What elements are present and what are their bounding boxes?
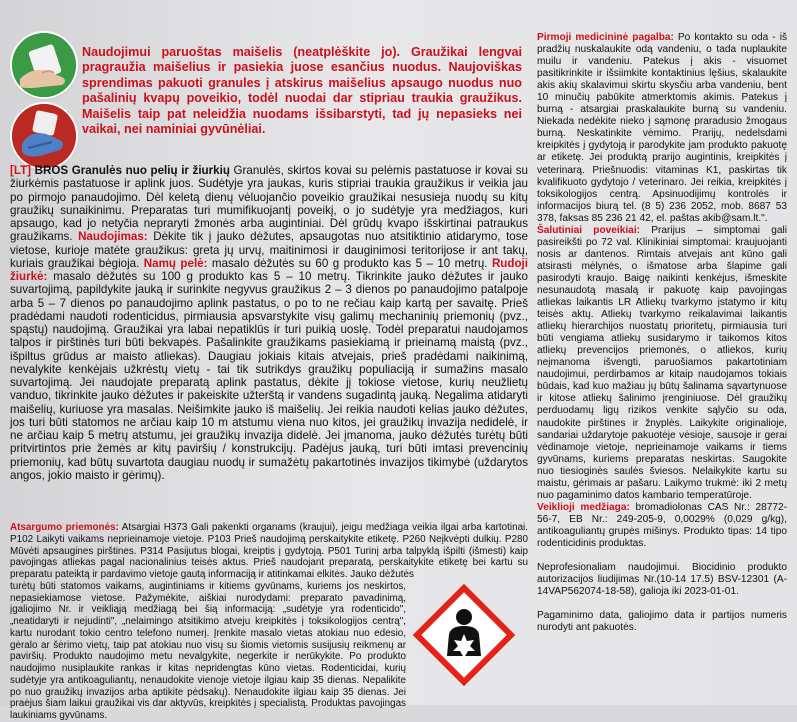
description-text-2: Dėkite tik į jauko dėžutes, apsaugotas nuo atsitiktinio atidarymo, tose vietose, kurioje matėte graužikus: greta jų urvų, maitinimosi ir dauginimosi teritorijose ir ant takų, kuriais graužikai bėgioja.	[10, 230, 529, 270]
side-effects-label: Šalutiniai poveikiai:	[537, 224, 640, 236]
main-description	[10, 164, 528, 482]
language-code: [LT]	[10, 164, 32, 177]
sachet-hand-icon	[12, 33, 76, 97]
description-text-3: masalo dėžutės su 60 g produkto kas 5 – 10 metrų.	[207, 256, 492, 270]
intro-paragraph: Naudojimui paruoštas maišelis (neatplėškite jo). Graužikai lengvai pragraužia maišelius ir pasiekia juose esančius nuodus. Naujoviškas sprendimas pakuoti granules į atskirus maišelius apsaugo nuodus nuo pašalinių kvapų poveikio, todėl nuodai dar stipriau traukia graužikus. Maišelis taip pat neleidžia nuodams išsibarstyti, tad jų nepasieks nei vaikai, nei naminiai gyvūnėliai.	[82, 45, 522, 137]
rat-label: Rudoji žiurkė:	[10, 256, 528, 283]
production-date-text: Pagaminimo data, galiojimo data ir partijos numeris nurodyti ant pakuotės.	[537, 610, 787, 634]
active-substance-text: bromadiolonas CAS Nr.: 28772-56-7, EB Nr.: 249-205-9, 0,0029% (0,029 g/kg), antikoaguliantų grupės mišinys. Produkto tipas: 14 tipo rodenticidinis produktas.	[537, 501, 787, 549]
right-column	[537, 32, 787, 634]
ghs08-health-hazard-icon	[413, 584, 515, 686]
precautions-label: Atsargumo priemonės:	[10, 522, 119, 533]
gloved-hand-icon	[12, 104, 76, 168]
active-substance-label: Veiklioji medžiaga:	[537, 501, 630, 513]
side-effects-paragraph	[537, 225, 787, 502]
precautions-text-2: turėtų būti statomos vaikams, augintiniams ir kitiems gyvūnams, kuriems jos neskirtos, nepasiekiamose vietose. Pažymėkite, aiškiai nurodydami: preparato pavadinimą, įgaliojimo Nr. ir veikliąją medžiagą bei šią informaciją: „sudėtyje yra rodenticido", „neatidaryti ir nejudinti", „nelaimingo atsitikimo atveju kreipkitės į toksikologijos centrą", kartu nurodant tokio centro telefono numerį. Įrenkite masalo vietas atokiau nuo edesio, gėralo ar šėrimo vietų, taip pat atokiau nuo visų su šiomis vietomis susijusių reikmenų ar paviršių. Produkto naudojimo metu nevalgykite, negerkite ir nerūkykite. Po produkto naudojimo nusiplaukite rankas ir kitas nepridengtas kūno vietas. Rodenticidai, kurių sudėtyje yra antikoaguliantų, nenaudokite vienoje vietoje ilgiau kaip 35 dienas. Nepalikite po nuo graužikų invazijos arba aptikite pėdsakų). Nenaudokite ilgiau kaip 35 dienas. Jei praėjus šiam laikui graužikai vis dar aktyvūs, kreipkitės į specialistą. Produktas pavojingas laukiniams gyvūnams.	[10, 580, 406, 721]
first-aid-paragraph	[537, 32, 787, 225]
active-substance-paragraph	[537, 502, 787, 550]
authorization-text: Neprofesionaliam naudojimui. Biocidinio produkto autorizacijos liudijimas Nr.(10-14 17.5) BSV-12301 (A-14VAP562074-18-58), galioja iki 2023-01-01.	[537, 562, 787, 598]
usage-label: Naudojimas:	[78, 230, 148, 244]
description-text-4: masalo dėžutės su 100 g produkto kas 5 – 10 metrų. Tikrinkite jauko dėžutes ir jauko suvartojimą, papildykite jauką ir surinkite negyvus graužikus 2 – 3 dienos po panaudojimo patalpoje arba 5 – 7 dienos po panaudojimo aplink pastatus, o po to ne rečiau kaip kartą per savaitę. Prieš pradėdami naudoti rodenticidus, pirmiausia apsvarstykite visų galimų mechaninių priemonių (pvz., spąstų) naudojimą. Graužikai yra labai nepatiklūs ir turi puikią uoslę. Todėl preparatui naudojamos talpos ir pirštinės turi būti bekvapės. Pašalinkite graužikams pasiekiamą ir prieinamą maistą (pvz., išpiltus grūdus ar maisto atliekas). Daugiau jokiais kitais atvejais, prieš pradėdami naikinimą, nevalykite kenkėjais užkrėstų vietų - tai tik sutrikdys graužikų populiaciją ir sumažins masalo suvartojimą. Jei naudojate preparatą aplink pastatus, dėkite jį tokiose vietose, kurių neužlietų vanduo, tikrinkite jauko dėžutes ir pakeiskite užterštą ir vandens sugadintą jauką. Negalima atidaryti maišelių, kuriuose yra masalas. Neišimkite jauko iš maišelių. Jei reikia naudoti kelias jauko dėžutes, jos turi būti statomos ne arčiau kaip 10 m atstumu viena nuo kitos, jei graužikų invazija nedidelė, ir ne arčiau kaip 5 metrų atstumu, jei graužikų invazija didelė. Jei įmanoma, jauko dėžutės turėtų būti pritvirtintos prie žemės ar kitų paviršių / konstrukcijų. Padėjus jauką, turi būti imtasi prevencinių priemonių, kad būtų suvartota daugiau nuodų ir sumažėtų pakartotinės invazijos tikimybė (uždarytos angos, jokio maisto ir gėrimų).	[10, 270, 528, 482]
mouse-label: Namų pelė:	[143, 256, 208, 270]
precautions-text-1: Atsargiai H373 Gali pakenkti organams (kraujui), jeigu medžiaga veikia ilgai arba kartotinai. P102 Laikyti vaikams neprieinamoje vietoje. P103 Prieš naudojimą perskaitykite etiketę. P260 Neįkvėpti dulkių. P280 Mūvėti apsaugines pirštines. P314 Pasijutus blogai, kreiptis į gydytoją. P501 Turinį arba talpyklą išpilti (išmesti) kaip pavojingas atliekas pagal nacionalinius teisės aktus. Prieš naudojant preparatą, perskaitykite etiketę bei kartu su preparatu pateiktą ir pardavimo vietoje gautą informaciją ir atitinkamai elkitės. Jauko dėžutės	[10, 522, 528, 580]
first-aid-label: Pirmoji medicininė pagalba:	[537, 32, 674, 43]
product-title: BROS Granulės nuo pelių ir žiurkių	[34, 164, 230, 177]
description-text-1: Granulės, skirtos kovai su pelėmis pastatuose ir kovai su žiurkėmis pastatuose ir aplink juos. Sudėtyje yra jaukas, kuris stipriai traukia graužikus ir veikia jau po pirmojo panaudojimo. Dėl keletą dienų vėluojančio poveikio graužikai nesusieja nuodų su kitų graužikų sunaikinimu. Preparatas turi mumifikuojantį poveikį, o jo sudėtyje yra medžiagos, kuri apsaugo, kad jo netyčia nepraryti žmonės arba augintiniai. Dėl grūdų kvapo išskirtinai patraukus graužikams.	[10, 164, 528, 244]
first-aid-text: Po kontakto su oda - iš pradžių nuskalaukite odą vandeniu, o tada nuplaukite muilu ir vandeniu. Patekus į akis - visuomet pasitikrinkite ir išsiimkite kontaktinius lęšius, skalaukite akis akių skalavimui skirtu skysčiu arba vandeniu, bent 10 minučių pabūkite atmerktomis akimis. Patekus į burną - atsargiai praskalaukite burną su vandeniu. Niekada nedėkite nieko į sąmonę praradusio žmogaus burną. Neskatinkite vėmimo. Prarijų, nedelsdami kreipkitės į gydytoją ir parodykite jam produkto pakuotę ar etiketę. Jei produktą prarijo augintinis, kreipkitės į veterinarą. Priešnuodis: vitaminas K1, paskirtas tik kvalifikuoto gydytojo / veterinaro. Jei reikia, kreipkitės į toksikologijos centrą. Apsinuodijimų kontrolės ir informacijos biurą tel. (8 5) 236 2052, mob. 8687 53 378, faksas 85 236 21 42, el. paštas akib@sam.lt.".	[537, 32, 788, 224]
side-effects-text: Prarijus – simptomai gali pasireikšti po 72 val. Klinikiniai simptomai: kraujuojanti nosis ar dantenos. Rimtais atvejais ant kūno gali atsirasti mėlynės, o išmatose arba šlapime gali pasirodyti kraujo. Baigę naikinti kenkėjus, išmeskite nesunaudotą masalą ir pakuotę kaip pavojingas atliekas laikantis LR Atliekų tvarkymo įstatymo ir kitų teisės aktų. Atliekų tvarkymo reikalavimai laikantis atliekų hierarchijos nuostatų prioritetų, pirmiausia turi būti vengiama atliekų susidarymo ir taikomos kitos atliekų prevencijos priemonės, o atliekos, kurių neįmanoma išvengti, paruošiamos pakartotiniam naudojimui, perdirbamos ar kitaip naudojamos tokiais būdais, kad kuo mažiau jų būtų šalinama sąvartynuose ir kitose atliekų šalinimo įrenginiuose. Dėl graužikų perduodamų ligų rizikos venkite sąlyčio su oda, naudokite pirštines ir žnyplės. Laikykite originalioje, sandariai uždarytoje pakuotėje vėsioje, sausoje ir gerai vėdinamoje vietoje, neprieinamoje vaikams ir tiems gyvūnams, kuriems preparatas neskirtas. Saugokite nuo tiesioginės saulės šviesos. Nelaikykite kartu su maistu, gėrimais ar pašaru. Laikymo trukmė: iki 2 metų nuo pagaminimo datos kambario temperatūroje.	[537, 224, 787, 501]
